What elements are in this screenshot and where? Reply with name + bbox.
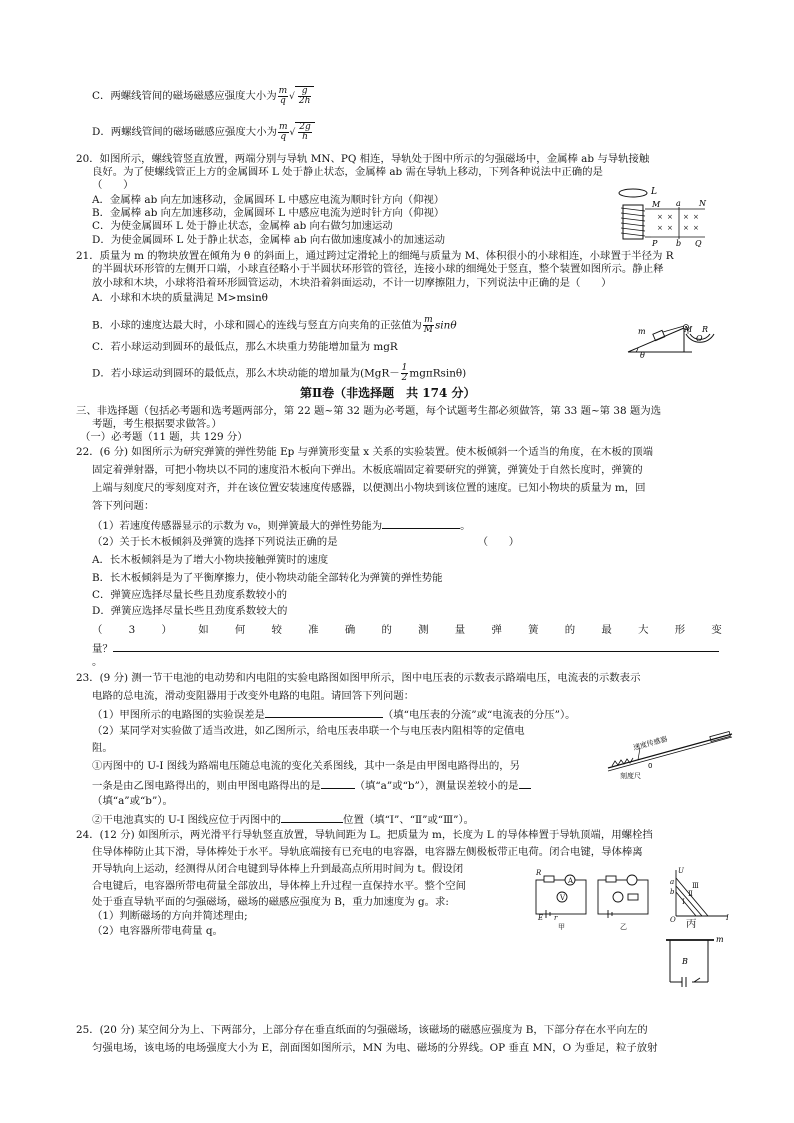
q21-d-fraction: [401, 364, 409, 383]
q21-option-d-tail: mgπRsinθ): [409, 367, 467, 380]
q20-option-c: C．为使金属圆环 L 处于静止状态，金属棒 ab 向右做匀加速运动: [92, 220, 393, 232]
svg-text:×: ×: [693, 213, 699, 221]
q22-sub2-text: （2）关于长木板倾斜及弹簧的选择下列说法正确的是: [92, 536, 338, 548]
q21-incline-figure: [626, 318, 716, 358]
svg-text:×: ×: [683, 224, 689, 232]
q22-sub3-char: 量: [454, 624, 466, 636]
q20-stem-line2: 良好。为了使螺线管正上方的金属圆环 L 处于静止状态，金属棒 ab 需在导轨上移动，下列各种说法中正确的是: [92, 166, 603, 178]
q23-sub2c-text: 一条是由乙图电路得出的，则由甲图电路得出的是: [92, 780, 321, 792]
q22-sub3-line2: [92, 641, 719, 656]
label-II: Ⅱ: [688, 890, 693, 898]
label-zero: 0: [648, 762, 653, 770]
q24-rails-figure: [664, 934, 724, 992]
q24-stem-line2: 住导体棒防止其下滑，导体棒处于水平。导轨底端接有已充电的电容器，电容器左侧极板带正电荷。闭合电键，导体棒离: [92, 846, 643, 858]
answer-blank[interactable]: [113, 641, 719, 652]
q22-stem-line3: 上端与刻度尺的零刻度对齐，并在该位置安装速度传感器，以便测出小物块到该位置的速度。已知小物块的质量为 m，回: [92, 482, 646, 494]
q21-stem-line3: 放小球和木块，小球将沿着环形圆管运动，木块沿着斜面运动，不计一切摩擦阻力，下列说法中正确的是（ ）: [92, 277, 612, 289]
q23-sub2d: [92, 812, 474, 827]
fraction-numerator: m: [278, 85, 288, 96]
q22-sub1: [92, 518, 471, 533]
q22-option-a: A．长木板倾斜是为了增大小物块接触弹簧时的速度: [92, 554, 329, 566]
q19-option-c: [92, 86, 314, 106]
fraction-denominator: q: [279, 95, 286, 106]
fraction-denominator: q: [280, 131, 287, 142]
q19-d-sqrt: √ $\frac{2g}{h}$: [290, 122, 315, 142]
q23-sub2d-text: ②干电池真实的 U-I 图线应位于丙图中的: [92, 814, 282, 826]
part2-intro-line2: 考题，考生根据要求做答。）: [92, 418, 222, 430]
q23-sub2d-end: 位置（填“Ⅰ”、“Ⅱ”或“Ⅲ”）。: [343, 814, 475, 826]
q22-sub3-char: 准: [308, 624, 319, 636]
q22-option-c: C．弹簧应选择尽量长些且劲度系数较小的: [92, 589, 287, 601]
label-I-roman: Ⅰ: [682, 898, 685, 906]
q20-option-a: A．金属棒 ab 向左加速移动，金属圆环 L 中感应电流为顺时针方向（仰视）: [92, 194, 445, 206]
label-m: m: [638, 327, 646, 336]
label-yi: 乙: [620, 923, 627, 931]
q22-sub3-char: 变: [711, 624, 722, 636]
q23-sub2c-mid: （填“a”或“b”），测量误差较小的是: [354, 780, 519, 792]
q19-option-d: [92, 122, 315, 142]
q21-option-b-tail: sinθ: [434, 319, 457, 332]
q22-sub3-char: 何: [234, 624, 246, 636]
q22-stem-line1: 22．(6 分) 如图所示为研究弹簧的弹性势能 Ep 与弹簧形变量 x 关系的实验装置。使木板倾斜一个适当的角度，在木板的顶端: [76, 446, 653, 458]
q22-sub3-char: 3: [128, 624, 136, 636]
q23-sub2: （2）某同学对实验做了适当改进，如乙图所示，给电压表串联一个与电压表内阻相等的定值电: [92, 725, 525, 737]
svg-text:×: ×: [657, 213, 663, 221]
q23-sub1: [92, 707, 576, 722]
label-V: V: [560, 894, 566, 902]
label-speed-sensor: 速度传感器: [632, 735, 669, 752]
label-P: P: [652, 239, 658, 247]
q22-sub2: [92, 536, 519, 549]
q23-sub2b: 阻。: [92, 742, 113, 754]
label-N: N: [699, 199, 706, 208]
answer-blank[interactable]: [281, 812, 343, 823]
fraction-numerator: g: [298, 87, 312, 97]
q19-c-fraction: [278, 87, 289, 106]
q21-option-b-text: B．小球的速度达最大时，小球和圆心的连线与竖直方向夹角的正弦值为: [92, 319, 422, 332]
q22-sub3-char: ）: [161, 624, 172, 636]
label-L: L: [651, 187, 657, 197]
label-B: B: [682, 957, 688, 966]
q22-sub3-end: 。: [92, 656, 103, 668]
label-R: R: [536, 869, 542, 877]
q22-sub3-char: 簧: [528, 624, 539, 636]
label-b: b: [670, 888, 675, 896]
q22-sub3-char: 较: [271, 624, 282, 636]
q22-stem-line4: 答下列问题：: [92, 500, 155, 512]
q22-option-d: D．弹簧应选择尽量长些且劲度系数较大的: [92, 605, 288, 617]
q24-stem-line3: 开导轨向上运动，经测得从闭合电键到导体棒上升到最高点所用时间为 t。假设闭: [92, 863, 464, 875]
q25-stem-line1: 25．(20 分) 某空间分为上、下两部分，上部分存在垂直纸面的匀强磁场，该磁场的磁感应强度为 B，下部分存在水平向左的: [76, 1024, 648, 1036]
q23-circuit-figures: [532, 866, 732, 932]
label-M: M: [684, 325, 693, 334]
label-R: R: [702, 325, 709, 334]
label-E: E: [538, 914, 544, 922]
answer-blank[interactable]: [321, 778, 355, 789]
q23-sub2c-line3: （填“a”或“b”）。: [92, 795, 173, 807]
q24-stem-line4: 合电键后，电容器所带电荷量全部放出，导体棒上升过程一直保持水平。整个空间: [92, 880, 467, 892]
label-O: O: [670, 916, 676, 924]
q22-sub3-text: 量？: [92, 643, 113, 655]
q22-sub2-end: （ ）: [477, 536, 520, 548]
q22-sub3-char: （: [92, 624, 103, 636]
q24-sub2: （2）电容器所带电荷量 q。: [92, 925, 223, 937]
label-Q: Q: [695, 239, 702, 247]
q23-sub1-text: （1）甲图所示的电路图的实验误差是: [92, 709, 265, 721]
label-III: Ⅲ: [692, 882, 699, 890]
q25-stem-line2: 匀强电场，该电场的电场强度大小为 E，剖面图如图所示，MN 为电、磁场的分界线。OP 垂直 MN，O 为垂足，粒子放射: [92, 1042, 658, 1054]
q20-stem-line3: （ ）: [92, 179, 134, 191]
q22-sensor-figure: [606, 728, 736, 780]
q22-sub3-char: 的: [381, 624, 392, 636]
label-jia: 甲: [558, 923, 565, 931]
q22-sub1-text: （1）若速度传感器显示的示数为 v₀，则弹簧最大的弹性势能为: [92, 520, 383, 532]
fraction-denominator: h: [302, 132, 308, 142]
fraction-numerator: m: [424, 315, 433, 325]
label-m: m: [716, 935, 724, 944]
q22-sub3-char: 弹: [491, 624, 502, 636]
q21-stem-line1: 21．质量为 m 的物块放置在倾角为 θ 的斜面上，通过跨过定滑轮上的细绳与质量为 M、体积很小的小球相连，小球置于半径为 R: [76, 250, 674, 262]
q19-d-fraction: [278, 123, 289, 142]
answer-blank[interactable]: [519, 778, 531, 789]
q22-sub1-end: 。: [460, 520, 471, 532]
q23-sub1-end: （填“电压表的分流”或“电流表的分压”）。: [382, 709, 576, 721]
part2-title: 第Ⅱ卷（非选择题 共 174 分）: [300, 386, 476, 400]
q22-option-b: B．长木板倾斜是为了平衡摩擦力，使小物块动能全部转化为弹簧的弹性势能: [92, 572, 443, 584]
q22-stem-line2: 固定着弹射器，可把小物块以不同的速度沿木板向下弹出。木板底端固定着要研究的弹簧，弹簧处于自然长度时，弹簧的: [92, 464, 643, 476]
q20-solenoid-figure: [615, 185, 715, 247]
svg-text:×: ×: [683, 213, 689, 221]
q22-sub3-char: 最: [601, 624, 612, 636]
q21-option-d-text: D．若小球运动到圆环的最低点，那么木块动能的增加量为(MgR－: [92, 367, 400, 380]
q22-sub3-char: 测: [418, 624, 429, 636]
q23-stem-line1: 23．(9 分) 测一节干电池的电动势和内电阻的实验电路图如图甲所示，图中电压表的示数表示路端电压，电流表的示数表示: [76, 672, 641, 684]
fraction-denominator: M: [423, 325, 433, 335]
q20-option-b: B．金属棒 ab 向左加速移动，金属圆环 L 中感应电流为逆时针方向（仰视）: [92, 207, 445, 219]
label-M: M: [652, 200, 661, 209]
fraction-numerator: 1: [401, 363, 408, 373]
fraction-numerator: m: [278, 121, 288, 132]
q20-stem-line1: 20．如图所示，螺线管竖直放置，两端分别与导轨 MN、PQ 相连，导轨处于图中所示的匀强磁场中，金属棒 ab 与导轨接触: [76, 153, 650, 165]
label-A: A: [568, 877, 574, 885]
q22-sub3-char: 如: [198, 624, 209, 636]
q19-option-c-text: C．两螺线管间的磁场磁感应强度大小为: [92, 90, 277, 102]
fraction-numerator: 2g: [299, 122, 311, 132]
part2-intro-line3: （一）必考题（11 题，共 129 分）: [80, 431, 248, 443]
q22-sub3-char: 形: [674, 624, 686, 636]
label-U: U: [678, 867, 684, 875]
q19-c-sqrt: √ $\frac{g}{2h}$: [289, 86, 314, 106]
q21-option-c: C．若小球运动到圆环的最低点，那么木块重力势能增加量为 mgR: [92, 341, 398, 353]
q24-sub1: （1）判断磁场的方向并简述理由;: [92, 910, 248, 922]
svg-text:×: ×: [667, 213, 673, 221]
q23-sub2c-line2: [92, 778, 531, 793]
fraction-denominator: 2h: [298, 96, 311, 106]
label-O: O: [696, 334, 703, 343]
label-I: I: [726, 914, 729, 922]
label-r: r: [554, 914, 558, 922]
q21-b-fraction: [423, 316, 434, 335]
q21-option-d: [92, 364, 466, 383]
q21-option-a: A．小球和木块的质量满足 M>msinθ: [92, 292, 268, 304]
q22-sub3-char: 的: [564, 624, 576, 636]
svg-text:×: ×: [657, 224, 663, 232]
label-b: b: [676, 239, 682, 247]
label-a: a: [670, 878, 675, 886]
q23-sub2c-line1: ①丙图中的 U-I 图线为路端电压随总电流的变化关系图线，其中一条是由甲图电路得出的，另: [92, 760, 521, 772]
part2-intro-line1: 三、非选择题（包括必考题和选考题两部分，第 22 题~第 32 题为必考题，每个试题考生都必须做答，第 33 题~第 38 题为选: [76, 405, 662, 417]
q22-sub3-line1: [92, 624, 722, 637]
label-a: a: [676, 199, 681, 208]
svg-text:×: ×: [667, 224, 673, 232]
answer-blank[interactable]: [265, 707, 383, 718]
q21-stem-line2: 的半圆状环形管的左侧开口端，小球直径略小于半圆状环形管的管径，连接小球的细绳处于竖直，整个装置如图所示。静止释: [92, 263, 664, 275]
q24-stem-line5: 处于垂直导轨平面的匀强磁场，磁场的磁感应强度为 B，重力加速度为 g。求:: [92, 896, 449, 908]
label-bing: 丙: [686, 918, 697, 930]
q22-sub3-char: 确: [344, 624, 356, 636]
q23-stem-line2: 电路的总电流，滑动变阻器用于改变外电路的电阻。请回答下列问题：: [92, 690, 415, 702]
label-ruler: 刻度尺: [620, 772, 641, 780]
svg-text:×: ×: [693, 224, 699, 232]
q20-option-d: D．为使金属圆环 L 处于静止状态，金属棒 ab 向右做加速度减小的加速运动: [92, 234, 446, 246]
q21-option-b: [92, 316, 457, 335]
label-theta: θ: [640, 351, 645, 358]
answer-blank[interactable]: [382, 518, 460, 529]
q19-option-d-text: D．两螺线管间的磁场磁感应强度大小为: [92, 126, 277, 138]
q24-stem-line1: 24．(12 分) 如图所示，两光滑平行导轨竖直放置，导轨间距为 L。把质量为 m，长度为 L 的导体棒置于导轨顶端，用螺栓挡: [76, 829, 653, 841]
q22-sub3-char: 大: [638, 624, 649, 636]
fraction-denominator: 2: [401, 373, 408, 383]
